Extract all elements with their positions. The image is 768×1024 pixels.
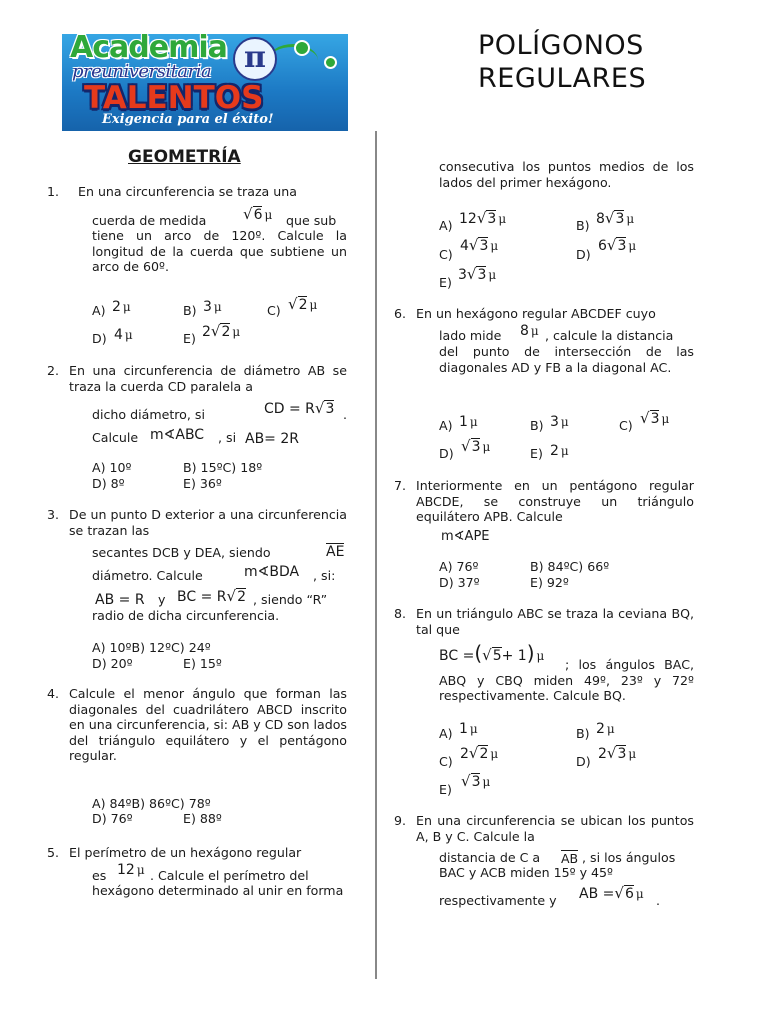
option-value: √3 μ [640,409,670,427]
math-expression: m∢APE [441,529,490,544]
problem-text: , si los ángulos [582,850,676,865]
math-expression: m∢BDA [244,564,300,580]
math-expression: m∢ABC [150,427,205,443]
logo-text-academia: Academia [70,34,227,65]
option-label: C) [439,754,453,769]
option-value: 1 μ [459,414,478,430]
option-value: √2 μ [288,295,318,313]
problem-text: En una circunferencia se ubican los puntos A, B y C. Calcule la [416,813,694,844]
option-label: D) 8º [92,476,125,491]
math-expression: 12 μ [117,862,145,878]
option-label: E) [439,782,452,797]
problem-text: De un punto D exterior a una circunferencia se trazan las [69,507,347,538]
page-title-line2: REGULARES [478,63,647,94]
option-label: E) 88º [183,811,222,826]
problem-text: . [343,407,348,422]
option-value: 4 μ [114,327,133,343]
option-label: C) [267,303,281,318]
option-value: 6√3 μ [598,236,637,254]
problem-number: 2. [47,363,60,378]
problem-number: 5. [47,845,60,860]
problem-number: 8. [394,606,407,621]
problem-text: es [92,868,107,883]
option-label: B) 84ºC) 66º [530,559,610,574]
academy-logo [62,34,348,131]
option-label: C) [439,247,453,262]
problem-text: cuerda de medida [92,213,207,228]
option-label: A) 10º [92,460,132,475]
problem-number: 1. [47,184,60,199]
option-label: B) [576,726,590,741]
problem-text: secantes DCB y DEA, siendo [92,545,271,560]
option-label: E) [530,446,543,461]
math-expression: CD = R√3 [264,399,335,417]
option-label: A) 84ºB) 86ºC) 78º [92,796,211,811]
problem-text: . Calcule el perímetro del [150,868,309,883]
option-value: 3 μ [550,414,569,430]
option-value: 3√3 μ [458,265,497,283]
math-expression: AB= 2R [245,431,299,447]
option-value: 2 μ [596,721,615,737]
math-expression: 8 μ [520,323,539,339]
option-value: 2√2 μ [202,322,241,340]
problem-text: BAC y ACB miden 15º y 45º [439,865,613,880]
option-value: 2√3 μ [598,744,637,762]
problem-text: consecutiva los puntos medios de los lados del primer hexágono. [439,159,694,190]
option-label: E) [183,331,196,346]
option-label: A) [439,418,453,433]
option-label: B) 15ºC) 18º [183,460,263,475]
problem-text: ; los ángulos BAC, ABQ y CBQ miden 49º, 23º y 72º respectivamente. Calcule BQ. [439,657,694,703]
problem-text: Calcule el menor ángulo que forman las diagonales del cuadrilátero ABCD inscrito en una circunferencia, si: AB y CD son lados del triángulo equilátero y el pentágono regular. [69,686,347,763]
option-value: 2 μ [112,299,131,315]
problem-text: , si: [313,568,336,583]
problem-text: , calcule la distancia [545,328,674,343]
logo-text-talentos: TALENTOS [84,80,264,116]
column-divider [375,131,377,979]
problem-text: En un triángulo ABC se traza la ceviana BQ, tal que [416,606,694,637]
option-label: D) 20º [92,656,133,671]
problem-text: En una circunferencia se traza una [78,184,297,199]
problem-text: El perímetro de un hexágono regular [69,845,302,860]
option-label: A) [439,218,453,233]
logo-tagline: Exigencia para el éxito! [102,112,274,127]
option-label: A) [439,726,453,741]
option-label: A) [92,303,106,318]
option-label: B) [183,303,197,318]
math-expression: AE [326,544,345,560]
problem-number: 6. [394,306,407,321]
pi-icon: π [233,37,277,81]
option-label: B) [576,218,590,233]
option-label: D) [576,754,591,769]
problem-text: respectivamente y [439,893,557,908]
option-label: E) [439,275,452,290]
option-value: 2 μ [550,443,569,459]
problem-text: Interiormente en un pentágono regular ABCDE, se construye un triángulo equilátero APB. Calcule [416,478,694,524]
option-label: A) 76º [439,559,479,574]
problem-text: dicho diámetro, si [92,407,205,422]
math-expression: BC =(√5+ 1) μ [439,641,545,665]
option-label: A) 10ºB) 12ºC) 24º [92,640,211,655]
problem-number: 7. [394,478,407,493]
option-label: E) 36º [183,476,222,491]
math-expression: BC = R√2 [177,587,246,605]
subject-heading: GEOMETRÍA [128,147,241,167]
option-value: 3 μ [203,299,222,315]
problem-text: , siendo “R” [253,592,328,607]
problem-text: lado mide [439,328,502,343]
math-expression: √6 μ [243,205,273,223]
option-value: 1 μ [459,721,478,737]
problem-text: y [158,592,166,607]
problem-number: 3. [47,507,60,522]
option-value: 12√3 μ [459,209,507,227]
logo-dot [324,56,337,69]
problem-text: . [656,893,661,908]
problem-text: En un hexágono regular ABCDEF cuyo [416,306,656,321]
problem-text: , si [218,430,237,445]
problem-number: 9. [394,813,407,828]
option-label: E) 92º [530,575,569,590]
problem-text: Calcule [92,430,139,445]
page-title-line1: POLÍGONOS [478,30,644,61]
option-value: 2√2 μ [460,744,499,762]
math-expression: AB =√6 μ [579,884,644,902]
problem-text: En una circunferencia de diámetro AB se traza la cuerda CD paralela a [69,363,347,394]
logo-text-preuniversitaria: preuniversitaria [72,61,212,82]
option-value: √3 μ [461,437,491,455]
option-label: D) [576,247,591,262]
option-label: E) 15º [183,656,222,671]
problem-text: distancia de C a [439,850,541,865]
problem-text: diámetro. Calcule [92,568,203,583]
problem-text: radio de dicha circunferencia. [92,608,280,623]
problem-text: tiene un arco de 120º. Calcule la longitud de la cuerda que subtiene un arco de 60º. [92,228,347,274]
option-value: 8√3 μ [596,209,635,227]
math-expression: AB [561,851,579,866]
problem-text: que sub [286,213,337,228]
option-label: D) [92,331,107,346]
option-label: D) [439,446,454,461]
problem-number: 4. [47,686,60,701]
logo-dot [294,40,310,56]
math-expression: AB = R [95,592,145,608]
option-value: √3 μ [461,772,491,790]
option-label: D) 76º [92,811,133,826]
option-value: 4√3 μ [460,236,499,254]
problem-text: del punto de intersección de las diagonales AD y FB a la diagonal AC. [439,344,694,375]
problem-text: hexágono determinado al unir en forma [92,883,344,898]
option-label: D) 37º [439,575,480,590]
option-label: B) [530,418,544,433]
option-label: C) [619,418,633,433]
